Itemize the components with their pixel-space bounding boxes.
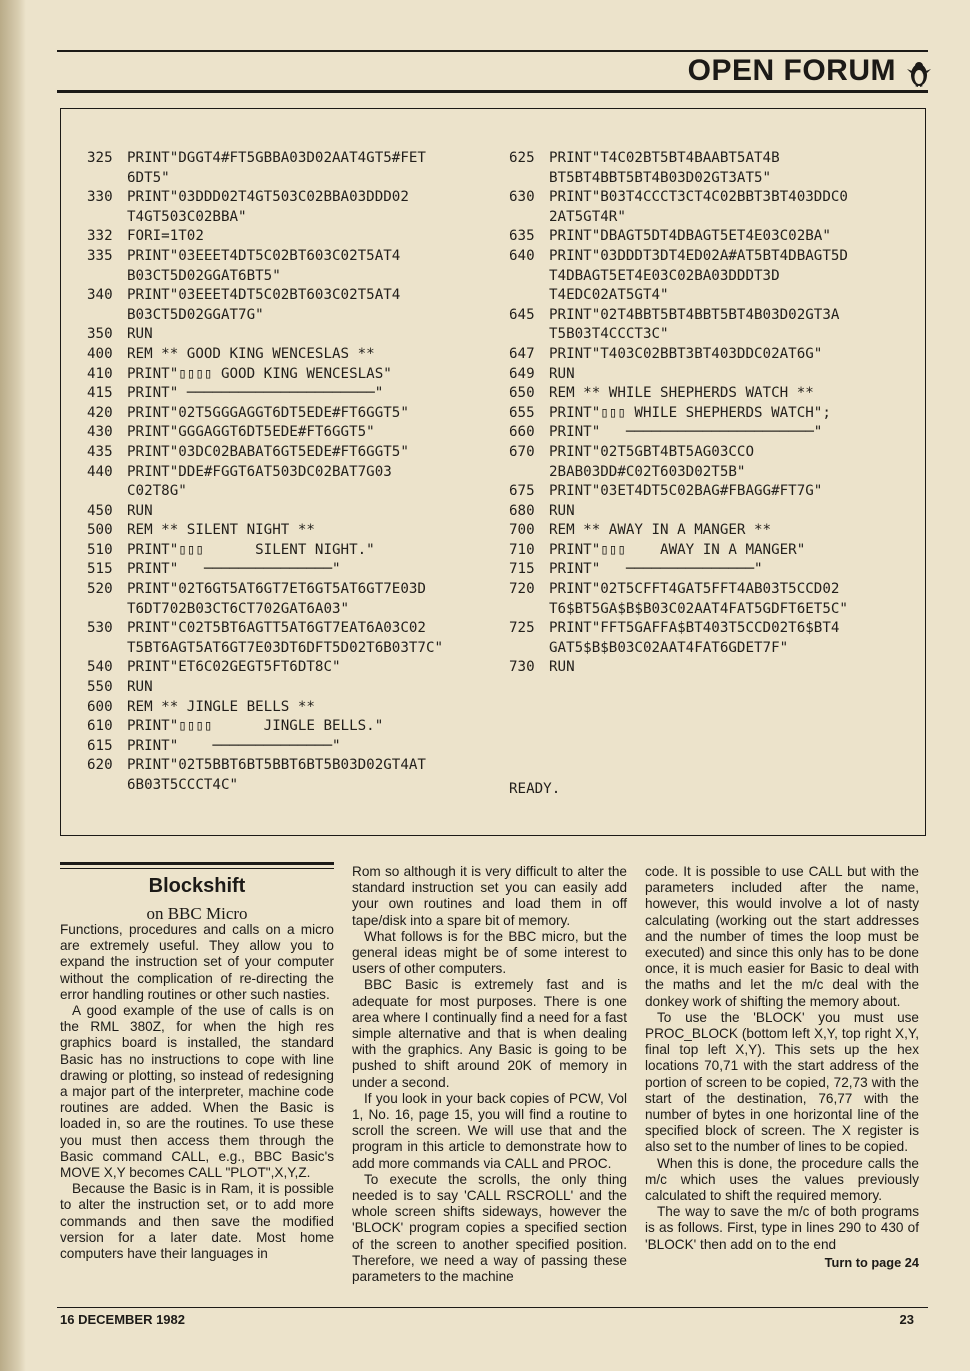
line-number: 630	[509, 189, 535, 206]
line-number: 520	[87, 581, 113, 598]
code-line	[87, 208, 517, 228]
code-statement: PRINT"DGGT4#FT5GBBA03D02AAT4GT5#FET	[127, 150, 426, 166]
code-line	[509, 345, 919, 365]
listing-column-right	[509, 149, 919, 678]
code-line	[87, 521, 517, 541]
code-statement: RUN	[127, 679, 153, 696]
line-number: 710	[509, 541, 535, 558]
line-number	[87, 267, 127, 287]
header-rule	[57, 90, 928, 93]
code-statement: PRINT"▯▯▯▯ GOOD KING WENCESLAS"	[127, 365, 392, 382]
code-statement: RUN	[549, 365, 575, 382]
code-statement: PRINT"03EEET4DT5C02BT603C02T5AT4	[127, 247, 401, 264]
line-number: 400	[87, 345, 113, 362]
code-line	[509, 423, 919, 443]
line-number: 675	[509, 483, 535, 500]
code-statement: PRINT"02T5GBT4BT5AG03CCO	[549, 443, 754, 460]
line-number	[509, 169, 549, 189]
article-column-2	[352, 864, 627, 1285]
code-statement: PRINT"DDE#FGGT6AT503DC02BAT7G03	[127, 463, 392, 480]
line-number: 415	[87, 385, 113, 402]
section-title: OPEN FORUM	[687, 54, 896, 87]
code-statement: PRINT"03DDD02T4GT503C02BBA03DDD02	[127, 189, 409, 206]
line-number: 550	[87, 679, 113, 696]
line-number	[87, 306, 127, 326]
code-line	[509, 169, 919, 189]
code-statement: PRINT"02T5GGGAGGT6DT5EDE#FT6GGT5"	[127, 404, 409, 421]
code-line	[87, 658, 517, 678]
line-number: 515	[87, 561, 113, 578]
code-statement: PRINT"T4C02BT5BT4BAABT5AT4B	[549, 150, 780, 166]
code-statement: T6$BT5GA$B$B03C02AAT4FAT5GDFT6ET5C"	[549, 600, 848, 617]
line-number	[87, 169, 127, 189]
article-title: Blockshift	[148, 875, 246, 897]
code-statement: PRINT"DBAGT5DT4DBAGT5ET4E03C02BA"	[549, 228, 831, 245]
code-line	[87, 267, 517, 287]
code-line	[509, 227, 919, 247]
code-line	[509, 580, 919, 600]
code-line	[509, 560, 919, 580]
code-line	[87, 286, 517, 306]
issue-date: 16 DECEMBER 1982	[60, 1312, 185, 1327]
footer-rule	[57, 1307, 928, 1308]
paragraph: If you look in your back copies of PCW, Vol 1, No. 16, page 15, you will find a routine to scroll the screen. We will use that and the program in this article to demonstrate how to add more commands via CALL and PROC.	[352, 1090, 627, 1171]
line-number: 420	[87, 404, 113, 421]
line-number: 670	[509, 443, 535, 460]
page-number: 23	[899, 1312, 914, 1327]
code-line	[509, 541, 919, 561]
line-number: 615	[87, 737, 113, 754]
code-statement: PRINT" ───────────────"	[549, 561, 763, 578]
line-number: 635	[509, 228, 535, 245]
code-line	[87, 639, 517, 659]
code-line	[87, 541, 517, 561]
line-number	[87, 639, 127, 659]
code-line	[509, 286, 919, 306]
penguin-logo-icon	[906, 60, 932, 88]
line-number	[509, 639, 549, 659]
code-statement: PRINT" ──────────────────────"	[127, 385, 384, 402]
code-line	[509, 521, 919, 541]
code-line	[509, 306, 919, 326]
paragraph: Rom so although it is very difficult to alter the standard instruction set you can easily add your own routines and load them in off tape/disk into a spare bit of memory.	[352, 864, 627, 928]
line-number: 620	[87, 757, 113, 774]
code-line	[87, 443, 517, 463]
code-line	[87, 404, 517, 424]
code-line	[87, 580, 517, 600]
line-number: 410	[87, 365, 113, 382]
line-number: 325	[87, 150, 113, 166]
code-line	[87, 365, 517, 385]
code-statement: FORI=1T02	[127, 228, 204, 245]
paragraph: When this is done, the procedure calls the m/c which uses the values previously calculated to shift the required memory.	[645, 1155, 919, 1204]
line-number: 625	[509, 150, 535, 166]
top-rule	[57, 50, 928, 52]
line-number: 600	[87, 698, 113, 715]
code-statement: REM ** GOOD KING WENCESLAS **	[127, 345, 375, 362]
code-line	[87, 306, 517, 326]
code-line	[87, 698, 517, 718]
line-number: 640	[509, 247, 535, 264]
code-line	[509, 188, 919, 208]
line-number: 650	[509, 385, 535, 402]
code-line	[87, 247, 517, 267]
line-number: 660	[509, 424, 535, 441]
line-number	[509, 325, 549, 345]
code-statement: PRINT"GGGAGGT6DT5EDE#FT6GGT5"	[127, 424, 375, 441]
line-number: 540	[87, 659, 113, 676]
line-number	[509, 286, 549, 306]
code-line	[87, 463, 517, 483]
code-line	[87, 227, 517, 247]
code-line	[509, 443, 919, 463]
paragraph: To execute the scrolls, the only thing needed is to say 'CALL RSCROLL' and the whole screen shifts sideways, however the 'BLOCK' program copies a specified section of the screen to another specified position. Therefore, we need a way of passing these parameters to the machine	[352, 1171, 627, 1285]
code-statement: RUN	[127, 326, 153, 343]
line-number	[87, 482, 127, 502]
code-statement: PRINT"▯▯▯▯ JINGLE BELLS."	[127, 718, 384, 735]
ready-prompt: READY.	[509, 781, 561, 797]
line-number: 680	[509, 502, 535, 519]
code-line	[87, 384, 517, 404]
code-line	[87, 169, 517, 189]
code-statement: 2AT5GT4R"	[549, 208, 626, 225]
line-number: 430	[87, 424, 113, 441]
continued-link[interactable]: Turn to page 24	[824, 1254, 919, 1270]
code-line	[509, 384, 919, 404]
paragraph: Because the Basic is in Ram, it is possible to alter the instruction set, or to add more commands and then save the modified version for a later date. Most home computers have their languages in	[60, 1181, 334, 1262]
paragraph: Functions, procedures and calls on a micro are extremely useful. They allow you to expand the instruction set of your computer without the complication of re-directing the error handling routines or other such nasties.	[60, 922, 334, 1002]
code-statement: REM ** JINGLE BELLS **	[127, 698, 315, 715]
code-statement: RUN	[549, 502, 575, 519]
code-statement: REM ** AWAY IN A MANGER **	[549, 522, 772, 539]
line-number: 649	[509, 365, 535, 382]
line-number: 610	[87, 718, 113, 735]
line-number: 332	[87, 228, 113, 245]
article-heading	[60, 862, 334, 924]
program-listing	[60, 108, 926, 836]
paragraph: What follows is for the BBC micro, but the general ideas might be of some interest to users of other computers.	[352, 928, 627, 977]
code-line	[509, 149, 919, 169]
code-statement: T4GT503C02BBA"	[127, 208, 247, 225]
line-number: 500	[87, 522, 113, 539]
line-number	[87, 208, 127, 228]
line-number: 700	[509, 522, 535, 539]
code-line	[509, 404, 919, 424]
paragraph: To use the 'BLOCK' you must use PROC_BLOCK (bottom left X,Y, top right X,Y, final top left X,Y). This sets up the hex locations 70,71 with the start address of the portion of screen to be copied, 72,73 with the start of the destination, 76,77 with the number of bytes in one horizontal line of the specified block of screen. The X register is also set to the number of lines to be copied.	[645, 1009, 919, 1155]
code-statement: PRINT"03EEET4DT5C02BT603C02T5AT4	[127, 287, 401, 304]
code-statement: REM ** WHILE SHEPHERDS WATCH **	[549, 385, 814, 402]
line-number: 330	[87, 189, 113, 206]
line-number: 510	[87, 541, 113, 558]
code-line	[87, 776, 517, 796]
code-statement: T5BT6AGT5AT6GT7E03DT6DFT5D02T6B03T7C"	[127, 639, 444, 656]
line-number: 647	[509, 345, 535, 362]
code-line	[87, 423, 517, 443]
code-line	[87, 756, 517, 776]
line-number: 655	[509, 404, 535, 421]
line-number	[509, 600, 549, 620]
code-statement: PRINT"FFT5GAFFA$BT403T5CCD02T6$BT4	[549, 620, 840, 637]
line-number	[87, 776, 127, 796]
code-line	[87, 482, 517, 502]
code-statement: PRINT"B03T4CCCT3CT4C02BBT3BT403DDC0	[549, 189, 848, 206]
line-number: 725	[509, 620, 535, 637]
paragraph: A good example of the use of calls is on the RML 380Z, for when the high res graphics board is installed, the standard Basic has no instructions to cope with line drawing or plotting, so instead of redesigning a major part of the interpreter, machine code routines are added. When the Basic is loaded in, so are the routines. To use these you must then access them through the Basic command CALL, e.g., BBC Basic's MOVE X,Y becomes CALL "PLOT",X,Y,Z.	[60, 1003, 334, 1181]
code-statement: PRINT"03ET4DT5C02BAG#FBAGG#FT7G"	[549, 483, 823, 500]
line-number: 335	[87, 247, 113, 264]
code-line	[509, 639, 919, 659]
code-statement: T4EDC02AT5GT4"	[549, 287, 669, 304]
code-line	[87, 737, 517, 757]
code-statement: PRINT" ───────────────"	[127, 561, 341, 578]
code-line	[87, 619, 517, 639]
code-line	[509, 267, 919, 287]
code-statement: T6DT702B03CT6CT702GAT6A03"	[127, 600, 350, 617]
line-number	[509, 267, 549, 287]
code-line	[509, 208, 919, 228]
code-statement: BT5BT4BBT5BT4B03D02GT3AT5"	[549, 169, 772, 186]
line-number: 350	[87, 326, 113, 343]
code-statement: PRINT"▯▯▯ SILENT NIGHT."	[127, 541, 375, 558]
paragraph: BBC Basic is extremely fast and is adequate for most purposes. There is one area where I continually find a need for a fast simple alternative and that is when dealing with the graphics. Any Basic is going to be pushed to shift around 20K of memory in under a second.	[352, 977, 627, 1090]
code-statement: PRINT"02T4BBT5BT4BBT5BT4B03D02GT3A	[549, 306, 840, 323]
line-number	[509, 208, 549, 228]
code-line	[509, 463, 919, 483]
code-statement: 6B03T5CCCT4C"	[127, 777, 239, 793]
code-line	[87, 188, 517, 208]
line-number: 530	[87, 620, 113, 637]
code-line	[509, 482, 919, 502]
code-statement: PRINT"ET6C02GEGT5FT6DT8C"	[127, 659, 341, 676]
code-statement: B03CT5D02GGAT7G"	[127, 306, 264, 323]
code-line	[509, 365, 919, 385]
code-statement: PRINT"▯▯▯ AWAY IN A MANGER"	[549, 541, 806, 558]
page-spine-shadow	[0, 0, 26, 1371]
code-line	[87, 678, 517, 698]
code-line	[509, 325, 919, 345]
line-number: 720	[509, 581, 535, 598]
line-number: 450	[87, 502, 113, 519]
code-statement: PRINT"C02T5BT6AGTT5AT6GT7EAT6A03C02	[127, 620, 426, 637]
code-statement: 6DT5"	[127, 169, 170, 186]
code-statement: RUN	[549, 659, 575, 676]
listing-column-left	[87, 149, 517, 796]
code-line	[87, 717, 517, 737]
code-line	[87, 560, 517, 580]
code-line	[87, 325, 517, 345]
line-number: 440	[87, 463, 113, 480]
article-subtitle: on BBC Micro	[146, 904, 248, 923]
paragraph: The way to save the m/c of both programs is as follows. First, type in lines 290 to 430 of 'BLOCK' then add on to the end	[645, 1204, 919, 1252]
code-line	[509, 619, 919, 639]
line-number: 730	[509, 659, 535, 676]
code-statement: PRINT"02T5BBT6BT5BBT6BT5B03D02GT4AT	[127, 757, 426, 774]
code-line	[87, 502, 517, 522]
line-number	[509, 463, 549, 483]
code-statement: PRINT"T403C02BBT3BT403DDC02AT6G"	[549, 345, 823, 362]
code-statement: PRINT"▯▯▯ WHILE SHEPHERDS WATCH";	[549, 404, 831, 421]
code-statement: PRINT"02T6GT5AT6GT7ET6GT5AT6GT7E03D	[127, 581, 426, 598]
code-statement: T4DBAGT5ET4E03C02BA03DDDT3D	[549, 267, 780, 284]
line-number: 645	[509, 306, 535, 323]
code-statement: RUN	[127, 502, 153, 519]
code-line	[509, 658, 919, 678]
code-line	[509, 502, 919, 522]
code-statement: PRINT"03DDDT3DT4ED02A#AT5BT4DBAGT5D	[549, 247, 848, 264]
code-statement: PRINT" ──────────────────────"	[549, 424, 823, 441]
article-column-1	[60, 922, 334, 1262]
code-statement: PRINT" ──────────────"	[127, 737, 341, 754]
code-statement: B03CT5D02GGAT6BT5"	[127, 267, 281, 284]
code-statement: PRINT"02T5CFFT4GAT5FFT4AB03T5CCD02	[549, 581, 840, 598]
code-statement: T5B03T4CCCT3C"	[549, 326, 669, 343]
code-statement: 2BAB03DD#C02T603D02T5B"	[549, 463, 746, 480]
code-line	[509, 600, 919, 620]
code-line	[87, 149, 517, 169]
line-number	[87, 600, 127, 620]
code-statement: C02T8G"	[127, 483, 187, 500]
line-number: 340	[87, 287, 113, 304]
code-line	[87, 600, 517, 620]
code-statement: GAT5$B$B03C02AAT4FAT6GDET7F"	[549, 639, 789, 656]
line-number: 435	[87, 443, 113, 460]
code-line	[509, 247, 919, 267]
code-statement: REM ** SILENT NIGHT **	[127, 522, 315, 539]
article-column-3	[645, 864, 919, 1271]
code-statement: PRINT"03DC02BABAT6GT5EDE#FT6GGT5"	[127, 443, 409, 460]
paragraph: code. It is possible to use CALL but with the parameters included after the name, however, this would involve a lot of nasty calculating (working out the start addresses and the number of times the loop must be executed) and since this only has to be done once, it is much easier for Basic to deal with the maths and let the m/c deal with the donkey work of shifting the memory about.	[645, 864, 919, 1009]
line-number: 715	[509, 561, 535, 578]
code-line	[87, 345, 517, 365]
